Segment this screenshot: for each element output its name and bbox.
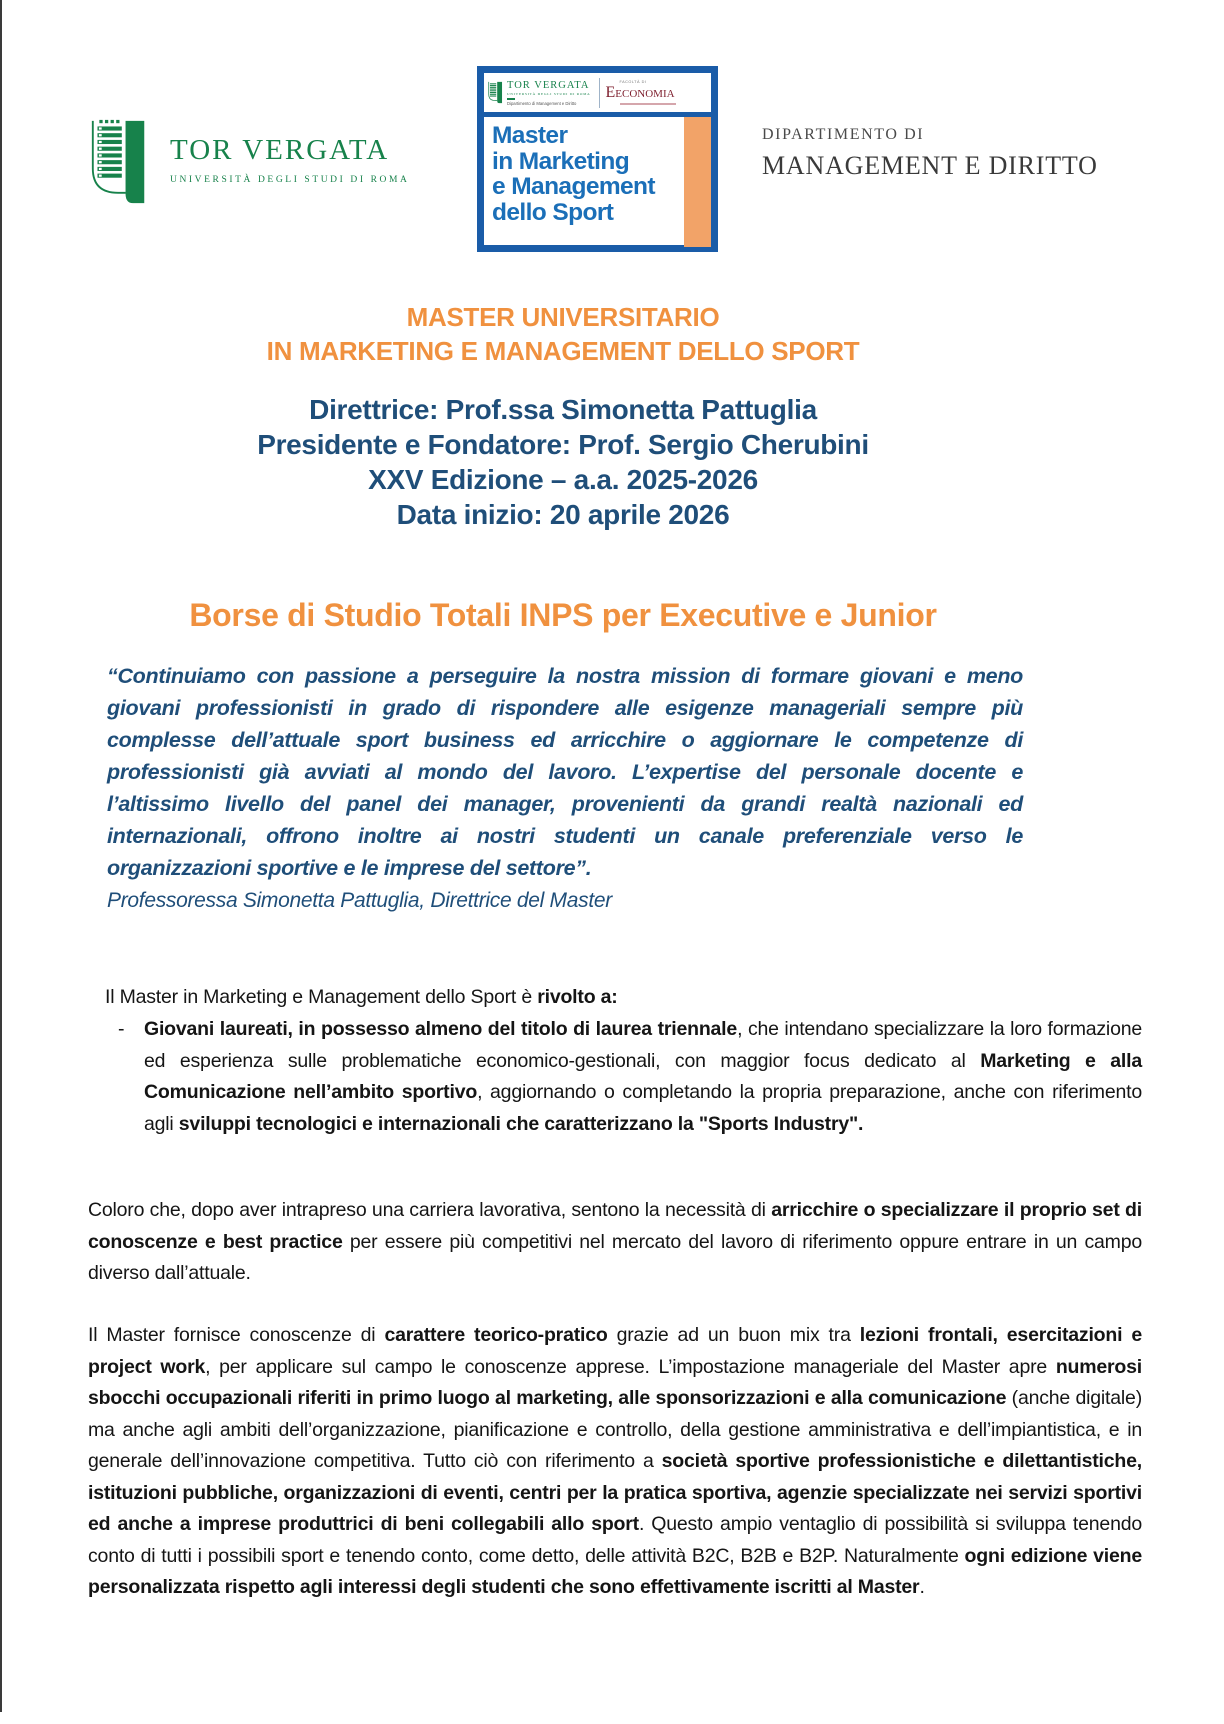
economia-caption-strip — [620, 103, 676, 105]
scan-edge-line — [0, 0, 2, 1712]
blue-title-line: Direttrice: Prof.ssa Simonetta Pattuglia — [309, 394, 817, 425]
mini-torvergata-subtitle: UNIVERSITÀ DEGLI STUDI DI ROMA — [507, 91, 591, 96]
orange-title-line1: MASTER UNIVERSITARIO — [406, 302, 720, 332]
intro-line: Il Master in Marketing e Management dello Sport è rivolto a: — [105, 986, 618, 1008]
master-logo-title — [484, 117, 711, 231]
economia-sup: FACOLTÀ DI — [619, 80, 647, 84]
bullet-marker: - — [118, 1018, 125, 1040]
orange-title — [104, 300, 1022, 368]
torvergata-logo — [90, 118, 410, 206]
blue-title-line: Presidente e Fondatore: Prof. Sergio Cherubini — [257, 429, 869, 460]
master-logo-line: in Marketing — [492, 147, 630, 175]
quote-text: “Continuiamo con passione a perseguire la nostra mission di formare giovani e meno giovani professionisti in grado di rispondere alle esigenze manageriali sempre più complesse dell’attuale sport business ed arricchire o aggiornare le competenze di professionisti già avviati al mondo del lavoro. L’expertise del personale docente e l’altissimo livello del panel dei manager, provenienti da grandi realtà nazionali ed internazionali, offrono inoltre ai nostri studenti un canale preferenziale verso le organizzazioni sportive e le imprese del settore”. — [107, 664, 1023, 880]
master-logo-line: Master — [492, 122, 568, 149]
economia-rest: ECONOMIA — [615, 88, 675, 100]
department-line2: MANAGEMENT E DIRITTO — [762, 151, 1098, 180]
economia-name — [606, 84, 676, 102]
mini-torvergata-dept: Dipartimento di Management e Diritto — [507, 100, 577, 106]
torvergata-u-icon — [90, 118, 148, 206]
economia-big-e: E — [605, 84, 616, 101]
bullet-text: Giovani laureati, in possesso almeno del titolo di laurea triennale, che intendano specializzare la loro formazione ed esperienza sulle problematiche economico-gestionali, con maggior focus dedicato al Marketing e alla Comunicazione nell’ambito sportivo, aggiornando o completando la propria preparazione, anche con riferimento agli sviluppi tecnologici e internazionali che caratterizzano la "Sports Industry". — [144, 1018, 1143, 1135]
department-line1: DIPARTIMENTO DI — [762, 126, 925, 143]
mini-torvergata-logo — [488, 80, 591, 106]
department-block — [762, 126, 1098, 181]
mini-green-dash — [507, 98, 515, 100]
master-logo-header — [484, 73, 711, 117]
orange-bar — [684, 117, 711, 247]
master-logo-line: e Management — [492, 173, 655, 200]
master-logo-body — [484, 117, 711, 247]
mini-torvergata-name: TOR VERGATA — [507, 79, 590, 91]
paragraph: Coloro che, dopo aver intrapreso una carriera lavorativa, sentono la necessità di arricchire o specializzare il proprio set di conoscenze e best practice per essere più competitivi nel mercato del lavoro di riferimento oppure entrare in un campo diverso dall’attuale. — [88, 1199, 1142, 1284]
orange-title-line2: IN MARKETING E MANAGEMENT DELLO SPORT — [266, 336, 860, 366]
economia-logo — [606, 80, 676, 105]
master-logo-box — [477, 66, 718, 252]
mini-torvergata-u-icon — [488, 81, 503, 104]
blue-title — [104, 392, 1022, 532]
torvergata-name: TOR VERGATA — [170, 134, 390, 166]
torvergata-subtitle: UNIVERSITÀ DEGLI STUDI DI ROMA — [170, 175, 410, 185]
scholarship-heading: Borse di Studio Totali INPS per Executive e Junior — [189, 597, 937, 633]
mini-logo-divider — [599, 78, 600, 108]
director-quote — [107, 660, 1023, 917]
bullet-item — [118, 1014, 1142, 1140]
blue-title-line: XXV Edizione – a.a. 2025-2026 — [368, 464, 758, 495]
paragraph: Il Master fornisce conoscenze di carattere teorico-pratico grazie ad un buon mix tra lezioni frontali, esercitazioni e project work, per applicare sul campo le conoscenze apprese. L’impostazione manageriale del Master apre numerosi sbocchi occupazionali riferiti in primo luogo al marketing, alle sponsorizzazioni e alla comunicazione (anche digitale) ma anche agli ambiti dell’organizzazione, pianificazione e controllo, della gestione amministrativa e dell’impiantistica, e in generale dell’innovazione competitiva. Tutto ciò con riferimento a società sportive professionistiche e dilettantistiche, istituzioni pubbliche, organizzazioni di eventi, centri per la pratica sportiva, agenzie specializzate nei servizi sportivi ed anche a imprese produttrici di beni collegabili allo sport. Questo ampio ventaglio di possibilità si sviluppa tenendo conto di tutti i possibili sport e tenendo conto, come detto, delle attività B2C, B2B e B2P. Naturalmente ogni edizione viene personalizzata rispetto agli interessi degli studenti che sono effettivamente iscritti al Master. — [88, 1324, 1143, 1598]
quote-attribution: Professoressa Simonetta Pattuglia, Direttrice del Master — [107, 889, 612, 912]
torvergata-logo-text — [170, 118, 410, 206]
mini-torvergata-text — [507, 80, 591, 106]
blue-title-line: Data inizio: 20 aprile 2026 — [396, 499, 730, 530]
master-logo-line: dello Sport — [492, 198, 614, 226]
